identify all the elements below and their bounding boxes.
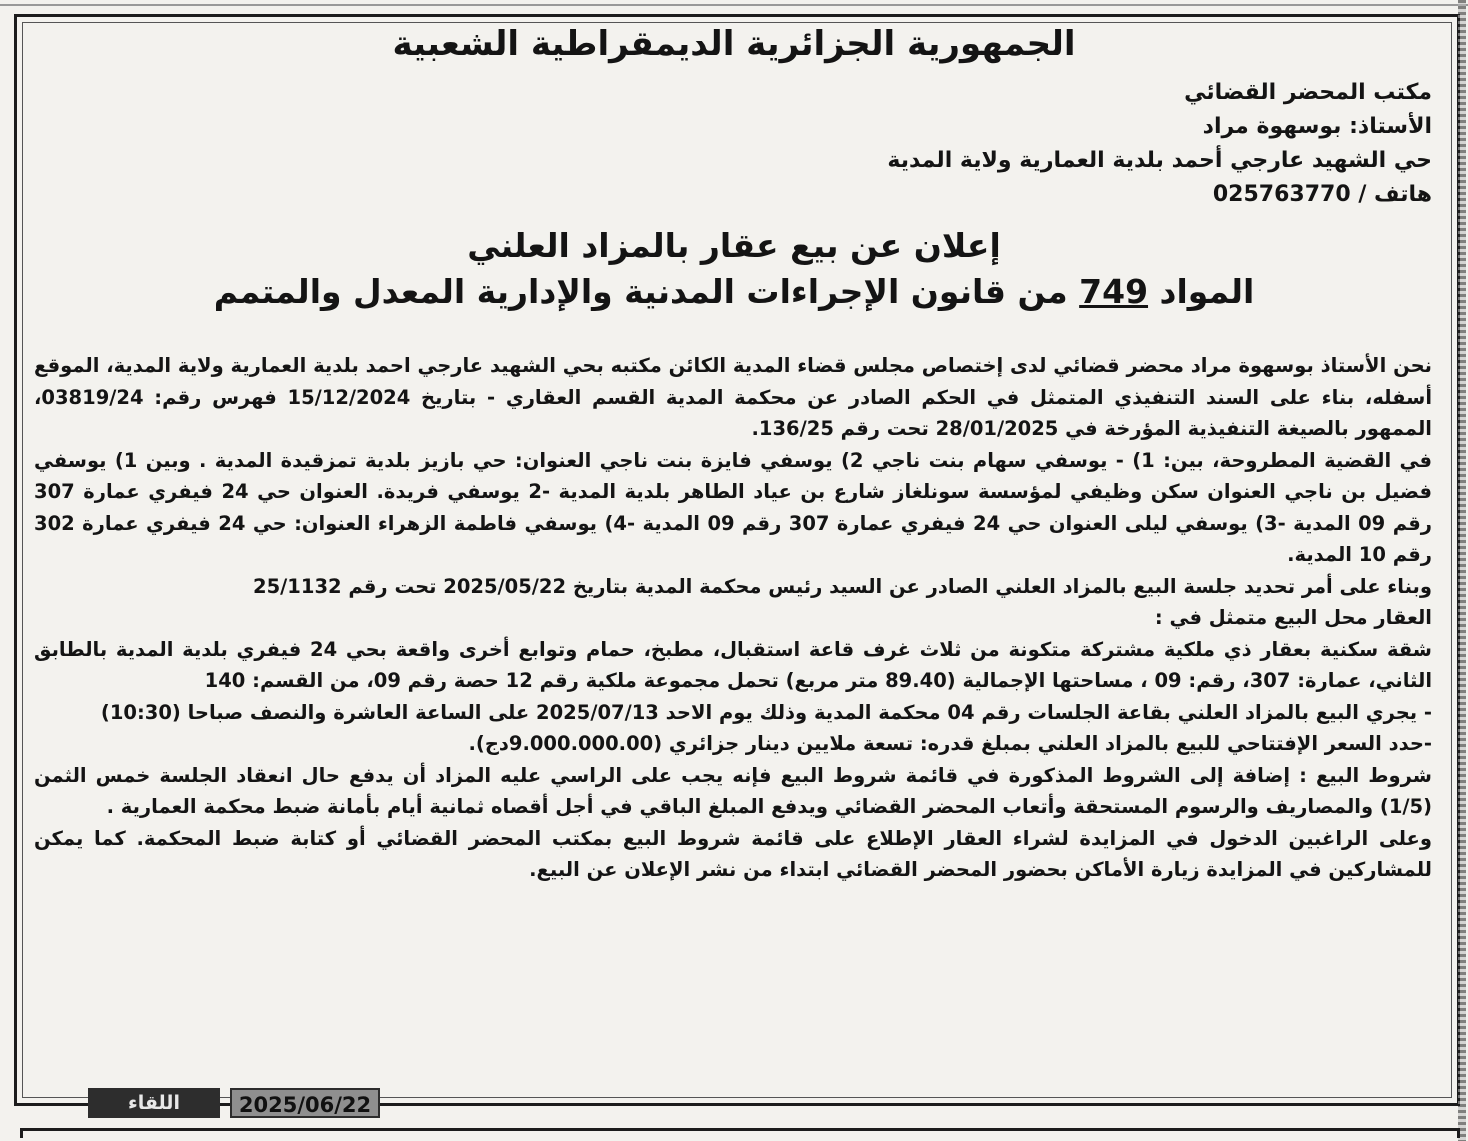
paragraph-opening-price: -حدد السعر الإفتتاحي للبيع بالمزاد العلني بمبلغ قدره: تسعة ملايين دينار جزائري (9.000.000.00دج). — [468, 732, 1432, 755]
announcement-title: إعلان عن بيع عقار بالمزاد العلني — [467, 226, 1001, 265]
republic-title: الجمهورية الجزائرية الديمقراطية الشعبية — [392, 24, 1076, 64]
office-info — [532, 76, 1432, 212]
law-name: من قانون الإجراءات المدنية والإدارية المعدل والمتمم — [213, 272, 1068, 311]
paragraph-order: وبناء على أمر تحديد جلسة البيع بالمزاد العلني الصادر عن السيد رئيس محكمة المدية بتاريخ 2025/05/22 تحت رقم 25/1132 — [253, 574, 1432, 598]
announcement-body — [34, 350, 1432, 886]
article-number: 749 — [1079, 272, 1149, 311]
page-top-edge — [0, 4, 1468, 6]
office-name: مكتب المحضر القضائي — [1184, 80, 1432, 105]
page-right-edge — [1458, 0, 1466, 1141]
newspaper-name: اللقاء — [88, 1088, 220, 1118]
paragraph-property-description: شقة سكنية بعقار ذي ملكية مشتركة متكونة من ثلاث غرف قاعة استقبال، مطبخ، حمام وتوابع أخرى واقعة بحي 24 فيفري بلدية المدية بالطابق الثاني، عمارة: 307، رقم: 09 ، مساحتها الإجمالية (89.40 متر مربع) تحمل مجموعة ملكية رقم 12 حصة رقم 09، من القسم: 140 — [34, 637, 1432, 692]
publication-date: 2025/06/22 — [230, 1088, 380, 1118]
legal-reference — [0, 272, 1468, 311]
articles-prefix: المواد — [1159, 272, 1255, 311]
paragraph-parties: في القضية المطروحة، بين: 1) - يوسفي سهام بنت ناجي 2) يوسفي فايزة بنت ناجي العنوان: حي بازيز بلدية تمزقيدة المدية . وبين 1) يوسفي فضيل بن ناجي العنوان سكن وظيفي لمؤسسة سونلغاز شارع بن عياد الطاهر بلدية المدية -2 يوسفي فريدة. العنوان حي 24 فيفري عمارة 307 رقم 09 المدية -3) يوسفي ليلى العنوان حي 24 فيفري عمارة 307 رقم 09 المدية -4) يوسفي فاطمة الزهراء العنوان: حي 24 فيفري عمارة 302 رقم 10 المدية. — [34, 448, 1432, 566]
paragraph-sale-session: - يجري البيع بالمزاد العلني بقاعة الجلسات رقم 04 محكمة المدية وذلك يوم الاحد 2025/07/13 على الساعة العاشرة والنصف صباحا (10:30) — [100, 700, 1432, 724]
paragraph-property-heading: العقار محل البيع متمثل في : — [1154, 606, 1432, 629]
paragraph-participation: وعلى الراغبين الدخول في المزايدة لشراء العقار الإطلاع على قائمة شروط البيع بمكتب المحضر القضائي أو كتابة ضبط المحكمة. كما يمكن للمشاركين في المزايدة زيارة الأماكن بحضور المحضر القضائي ابتداء من نشر الإعلان عن البيع. — [34, 826, 1432, 881]
paragraph-intro: نحن الأستاذ بوسهوة مراد محضر قضائي لدى إختصاص مجلس قضاء المدية الكائن مكتبه بحي الشهيد عارجي احمد بلدية العمارية ولاية المدية، الموقع أسفله، بناء على السند التنفيذي المتمثل في الحكم الصادر عن محكمة المدية القسم العقاري - بتاريخ 15/12/2024 فهرس رقم: 03819/24، الممهور بالصيغة التنفيذية المؤرخة في 28/01/2025 تحت رقم 136/25. — [34, 354, 1432, 440]
next-announcement-border — [20, 1128, 1460, 1138]
publication-footer — [88, 1088, 380, 1118]
bailiff-name: الأستاذ: بوسهوة مراد — [1202, 114, 1432, 139]
paragraph-sale-conditions: شروط البيع : إضافة إلى الشروط المذكورة في قائمة شروط البيع فإنه يجب على الراسي عليه المزاد أن يدفع حال انعقاد الجلسة خمس الثمن (1/5) والمصاريف والرسوم المستحقة وأتعاب المحضر القضائي ويدفع المبلغ الباقي في أجل أقصاه ثمانية أيام بأمانة ضبط محكمة العمارية . — [34, 763, 1432, 818]
office-address: حي الشهيد عارجي أحمد بلدية العمارية ولاية المدية — [887, 148, 1432, 173]
office-phone: هاتف / 025763770 — [1212, 182, 1432, 207]
